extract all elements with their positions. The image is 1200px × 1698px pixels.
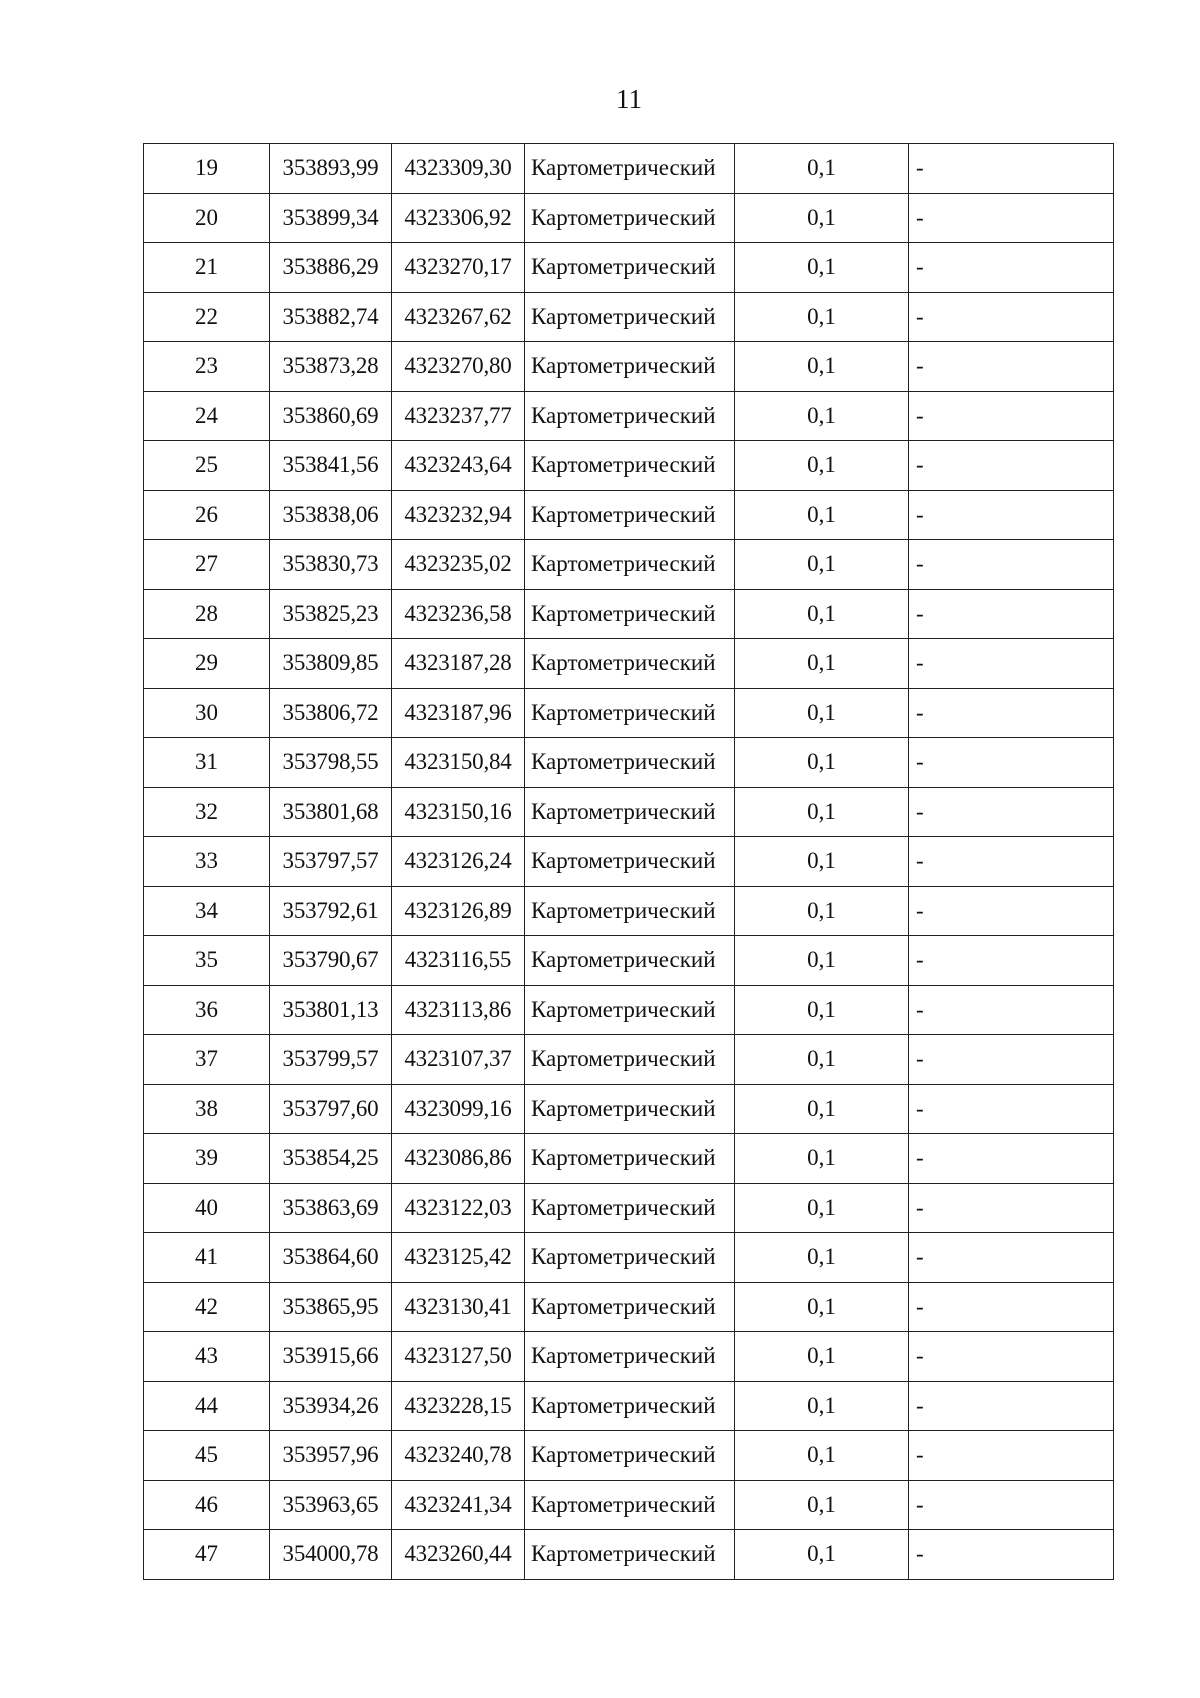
- point-number-cell: 41: [144, 1233, 270, 1283]
- point-number-cell: 21: [144, 243, 270, 293]
- point-number-cell: 47: [144, 1530, 270, 1580]
- point-number-cell: 25: [144, 441, 270, 491]
- table-row: [144, 540, 1114, 590]
- point-number-cell: 31: [144, 738, 270, 788]
- method-cell: Картометрический: [525, 886, 735, 936]
- accuracy-cell: 0,1: [735, 1431, 909, 1481]
- y-coordinate-cell: 4323241,34: [392, 1480, 525, 1530]
- x-coordinate-cell: 353865,95: [270, 1282, 392, 1332]
- method-cell: Картометрический: [525, 589, 735, 639]
- table-row: [144, 589, 1114, 639]
- y-coordinate-cell: 4323122,03: [392, 1183, 525, 1233]
- y-coordinate-cell: 4323306,92: [392, 193, 525, 243]
- y-coordinate-cell: 4323113,86: [392, 985, 525, 1035]
- y-coordinate-cell: 4323236,58: [392, 589, 525, 639]
- note-cell: -: [909, 688, 1114, 738]
- accuracy-cell: 0,1: [735, 738, 909, 788]
- accuracy-cell: 0,1: [735, 292, 909, 342]
- x-coordinate-cell: 353934,26: [270, 1381, 392, 1431]
- point-number-cell: 46: [144, 1480, 270, 1530]
- note-cell: -: [909, 589, 1114, 639]
- x-coordinate-cell: 353797,57: [270, 837, 392, 887]
- point-number-cell: 33: [144, 837, 270, 887]
- method-cell: Картометрический: [525, 1332, 735, 1382]
- x-coordinate-cell: 353801,68: [270, 787, 392, 837]
- note-cell: -: [909, 738, 1114, 788]
- y-coordinate-cell: 4323187,96: [392, 688, 525, 738]
- table-row: [144, 1332, 1114, 1382]
- table-row: [144, 292, 1114, 342]
- note-cell: -: [909, 1530, 1114, 1580]
- point-number-cell: 28: [144, 589, 270, 639]
- y-coordinate-cell: 4323232,94: [392, 490, 525, 540]
- y-coordinate-cell: 4323126,89: [392, 886, 525, 936]
- accuracy-cell: 0,1: [735, 243, 909, 293]
- table-row: [144, 1381, 1114, 1431]
- accuracy-cell: 0,1: [735, 1530, 909, 1580]
- table-row: [144, 1183, 1114, 1233]
- y-coordinate-cell: 4323086,86: [392, 1134, 525, 1184]
- coordinates-table: [143, 143, 1114, 1580]
- table-row: [144, 1084, 1114, 1134]
- x-coordinate-cell: 353854,25: [270, 1134, 392, 1184]
- accuracy-cell: 0,1: [735, 688, 909, 738]
- table-row: [144, 490, 1114, 540]
- accuracy-cell: 0,1: [735, 936, 909, 986]
- x-coordinate-cell: 353830,73: [270, 540, 392, 590]
- y-coordinate-cell: 4323116,55: [392, 936, 525, 986]
- y-coordinate-cell: 4323270,17: [392, 243, 525, 293]
- method-cell: Картометрический: [525, 738, 735, 788]
- x-coordinate-cell: 353886,29: [270, 243, 392, 293]
- accuracy-cell: 0,1: [735, 540, 909, 590]
- method-cell: Картометрический: [525, 540, 735, 590]
- x-coordinate-cell: 353790,67: [270, 936, 392, 986]
- x-coordinate-cell: 353841,56: [270, 441, 392, 491]
- accuracy-cell: 0,1: [735, 1233, 909, 1283]
- page-number: 11: [616, 84, 642, 114]
- x-coordinate-cell: 353798,55: [270, 738, 392, 788]
- accuracy-cell: 0,1: [735, 589, 909, 639]
- method-cell: Картометрический: [525, 1084, 735, 1134]
- method-cell: Картометрический: [525, 688, 735, 738]
- method-cell: Картометрический: [525, 1233, 735, 1283]
- note-cell: -: [909, 886, 1114, 936]
- point-number-cell: 32: [144, 787, 270, 837]
- note-cell: -: [909, 985, 1114, 1035]
- y-coordinate-cell: 4323130,41: [392, 1282, 525, 1332]
- note-cell: -: [909, 1183, 1114, 1233]
- point-number-cell: 22: [144, 292, 270, 342]
- accuracy-cell: 0,1: [735, 1381, 909, 1431]
- table-row: [144, 243, 1114, 293]
- accuracy-cell: 0,1: [735, 886, 909, 936]
- note-cell: -: [909, 936, 1114, 986]
- point-number-cell: 37: [144, 1035, 270, 1085]
- point-number-cell: 19: [144, 144, 270, 194]
- table-row: [144, 1530, 1114, 1580]
- note-cell: -: [909, 1084, 1114, 1134]
- method-cell: Картометрический: [525, 1381, 735, 1431]
- point-number-cell: 44: [144, 1381, 270, 1431]
- note-cell: -: [909, 391, 1114, 441]
- note-cell: -: [909, 1233, 1114, 1283]
- y-coordinate-cell: 4323237,77: [392, 391, 525, 441]
- note-cell: -: [909, 1431, 1114, 1481]
- table-row: [144, 1035, 1114, 1085]
- note-cell: -: [909, 1134, 1114, 1184]
- table-row: [144, 688, 1114, 738]
- note-cell: -: [909, 787, 1114, 837]
- x-coordinate-cell: 353882,74: [270, 292, 392, 342]
- table-row: [144, 193, 1114, 243]
- x-coordinate-cell: 353801,13: [270, 985, 392, 1035]
- point-number-cell: 43: [144, 1332, 270, 1382]
- y-coordinate-cell: 4323260,44: [392, 1530, 525, 1580]
- accuracy-cell: 0,1: [735, 639, 909, 689]
- point-number-cell: 38: [144, 1084, 270, 1134]
- method-cell: Картометрический: [525, 391, 735, 441]
- point-number-cell: 20: [144, 193, 270, 243]
- y-coordinate-cell: 4323228,15: [392, 1381, 525, 1431]
- table-row: [144, 886, 1114, 936]
- method-cell: Картометрический: [525, 1530, 735, 1580]
- y-coordinate-cell: 4323187,28: [392, 639, 525, 689]
- table-row: [144, 738, 1114, 788]
- table-row: [144, 144, 1114, 194]
- note-cell: -: [909, 1282, 1114, 1332]
- point-number-cell: 27: [144, 540, 270, 590]
- x-coordinate-cell: 353957,96: [270, 1431, 392, 1481]
- table-row: [144, 936, 1114, 986]
- x-coordinate-cell: 353825,23: [270, 589, 392, 639]
- method-cell: Картометрический: [525, 193, 735, 243]
- y-coordinate-cell: 4323270,80: [392, 342, 525, 392]
- note-cell: -: [909, 1480, 1114, 1530]
- table-row: [144, 787, 1114, 837]
- accuracy-cell: 0,1: [735, 1282, 909, 1332]
- y-coordinate-cell: 4323099,16: [392, 1084, 525, 1134]
- accuracy-cell: 0,1: [735, 837, 909, 887]
- x-coordinate-cell: 354000,78: [270, 1530, 392, 1580]
- note-cell: -: [909, 243, 1114, 293]
- point-number-cell: 45: [144, 1431, 270, 1481]
- accuracy-cell: 0,1: [735, 1134, 909, 1184]
- table-row: [144, 1134, 1114, 1184]
- method-cell: Картометрический: [525, 441, 735, 491]
- method-cell: Картометрический: [525, 342, 735, 392]
- note-cell: -: [909, 837, 1114, 887]
- x-coordinate-cell: 353797,60: [270, 1084, 392, 1134]
- point-number-cell: 42: [144, 1282, 270, 1332]
- note-cell: -: [909, 342, 1114, 392]
- method-cell: Картометрический: [525, 144, 735, 194]
- method-cell: Картометрический: [525, 1183, 735, 1233]
- note-cell: -: [909, 1035, 1114, 1085]
- x-coordinate-cell: 353792,61: [270, 886, 392, 936]
- table-row: [144, 639, 1114, 689]
- x-coordinate-cell: 353838,06: [270, 490, 392, 540]
- y-coordinate-cell: 4323240,78: [392, 1431, 525, 1481]
- table-row: [144, 441, 1114, 491]
- point-number-cell: 24: [144, 391, 270, 441]
- x-coordinate-cell: 353806,72: [270, 688, 392, 738]
- accuracy-cell: 0,1: [735, 1084, 909, 1134]
- accuracy-cell: 0,1: [735, 985, 909, 1035]
- table-row: [144, 985, 1114, 1035]
- method-cell: Картометрический: [525, 292, 735, 342]
- y-coordinate-cell: 4323309,30: [392, 144, 525, 194]
- x-coordinate-cell: 353863,69: [270, 1183, 392, 1233]
- method-cell: Картометрический: [525, 985, 735, 1035]
- table-row: [144, 1480, 1114, 1530]
- note-cell: -: [909, 292, 1114, 342]
- table-row: [144, 342, 1114, 392]
- x-coordinate-cell: 353893,99: [270, 144, 392, 194]
- note-cell: -: [909, 1332, 1114, 1382]
- note-cell: -: [909, 1381, 1114, 1431]
- point-number-cell: 26: [144, 490, 270, 540]
- method-cell: Картометрический: [525, 1035, 735, 1085]
- y-coordinate-cell: 4323126,24: [392, 837, 525, 887]
- note-cell: -: [909, 490, 1114, 540]
- accuracy-cell: 0,1: [735, 144, 909, 194]
- accuracy-cell: 0,1: [735, 441, 909, 491]
- point-number-cell: 36: [144, 985, 270, 1035]
- point-number-cell: 40: [144, 1183, 270, 1233]
- table-row: [144, 837, 1114, 887]
- method-cell: Картометрический: [525, 787, 735, 837]
- accuracy-cell: 0,1: [735, 1480, 909, 1530]
- point-number-cell: 30: [144, 688, 270, 738]
- y-coordinate-cell: 4323127,50: [392, 1332, 525, 1382]
- accuracy-cell: 0,1: [735, 391, 909, 441]
- accuracy-cell: 0,1: [735, 1332, 909, 1382]
- method-cell: Картометрический: [525, 1134, 735, 1184]
- y-coordinate-cell: 4323107,37: [392, 1035, 525, 1085]
- method-cell: Картометрический: [525, 639, 735, 689]
- method-cell: Картометрический: [525, 1282, 735, 1332]
- method-cell: Картометрический: [525, 1431, 735, 1481]
- accuracy-cell: 0,1: [735, 1183, 909, 1233]
- x-coordinate-cell: 353860,69: [270, 391, 392, 441]
- y-coordinate-cell: 4323125,42: [392, 1233, 525, 1283]
- note-cell: -: [909, 144, 1114, 194]
- method-cell: Картометрический: [525, 1480, 735, 1530]
- table-row: [144, 1431, 1114, 1481]
- point-number-cell: 39: [144, 1134, 270, 1184]
- method-cell: Картометрический: [525, 490, 735, 540]
- x-coordinate-cell: 353799,57: [270, 1035, 392, 1085]
- method-cell: Картометрический: [525, 837, 735, 887]
- accuracy-cell: 0,1: [735, 490, 909, 540]
- note-cell: -: [909, 540, 1114, 590]
- table-row: [144, 1233, 1114, 1283]
- method-cell: Картометрический: [525, 936, 735, 986]
- point-number-cell: 35: [144, 936, 270, 986]
- accuracy-cell: 0,1: [735, 342, 909, 392]
- x-coordinate-cell: 353963,65: [270, 1480, 392, 1530]
- y-coordinate-cell: 4323235,02: [392, 540, 525, 590]
- note-cell: -: [909, 639, 1114, 689]
- table-row: [144, 391, 1114, 441]
- y-coordinate-cell: 4323150,16: [392, 787, 525, 837]
- table-row: [144, 1282, 1114, 1332]
- x-coordinate-cell: 353915,66: [270, 1332, 392, 1382]
- method-cell: Картометрический: [525, 243, 735, 293]
- accuracy-cell: 0,1: [735, 787, 909, 837]
- accuracy-cell: 0,1: [735, 1035, 909, 1085]
- x-coordinate-cell: 353809,85: [270, 639, 392, 689]
- note-cell: -: [909, 193, 1114, 243]
- point-number-cell: 29: [144, 639, 270, 689]
- y-coordinate-cell: 4323150,84: [392, 738, 525, 788]
- point-number-cell: 23: [144, 342, 270, 392]
- y-coordinate-cell: 4323267,62: [392, 292, 525, 342]
- point-number-cell: 34: [144, 886, 270, 936]
- y-coordinate-cell: 4323243,64: [392, 441, 525, 491]
- x-coordinate-cell: 353873,28: [270, 342, 392, 392]
- accuracy-cell: 0,1: [735, 193, 909, 243]
- x-coordinate-cell: 353899,34: [270, 193, 392, 243]
- note-cell: -: [909, 441, 1114, 491]
- x-coordinate-cell: 353864,60: [270, 1233, 392, 1283]
